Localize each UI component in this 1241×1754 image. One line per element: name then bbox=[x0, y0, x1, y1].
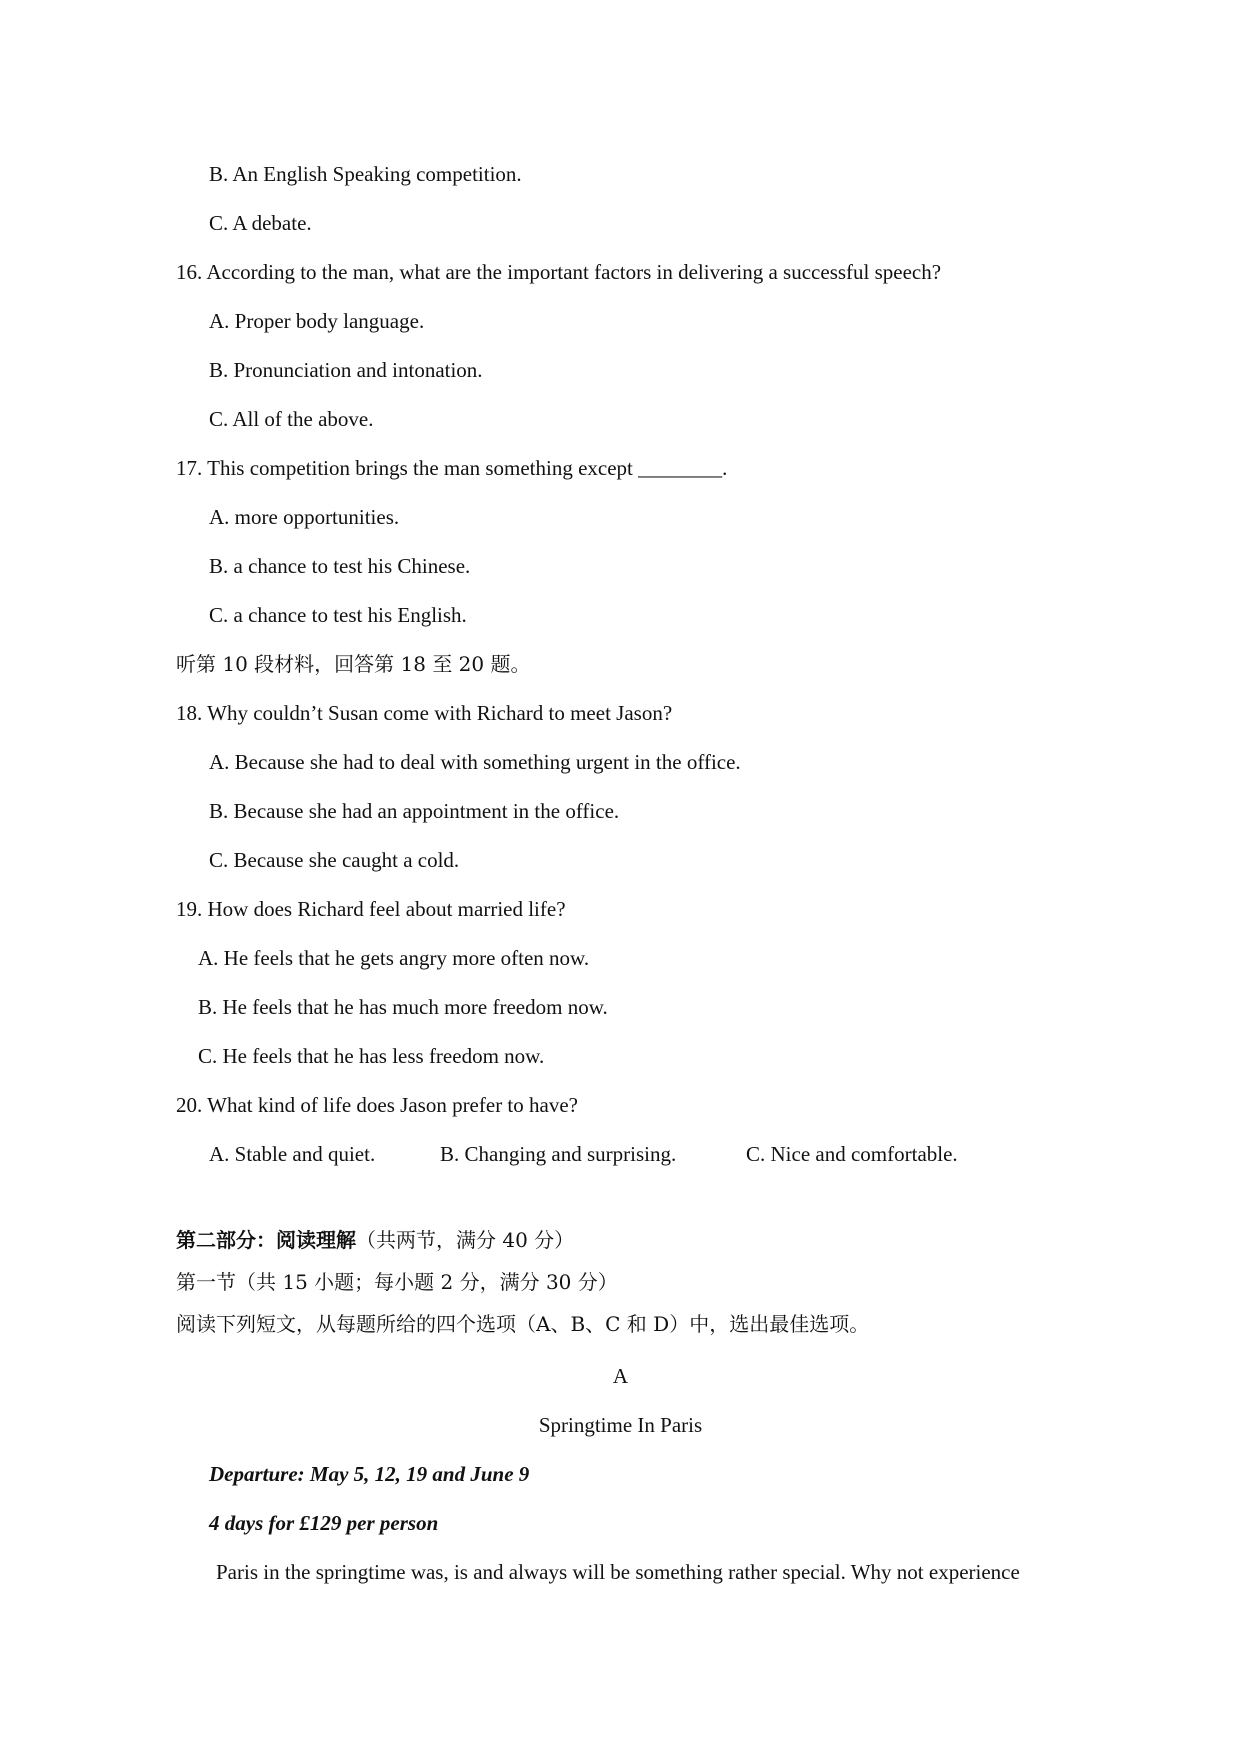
q19-option-a: A. He feels that he gets angry more often now. bbox=[198, 946, 590, 970]
q18-option-c: C. Because she caught a cold. bbox=[209, 848, 460, 872]
q16-option-a: A. Proper body language. bbox=[209, 309, 425, 333]
q16-option-c: C. All of the above. bbox=[209, 407, 374, 431]
q17-option-b: B. a chance to test his Chinese. bbox=[209, 554, 471, 578]
q20-option-b: B. Changing and surprising. bbox=[440, 1142, 677, 1166]
q20-stem: 20. What kind of life does Jason prefer to have? bbox=[176, 1093, 578, 1117]
q20-option-a: A. Stable and quiet. bbox=[209, 1142, 376, 1166]
part-two-heading bbox=[176, 1228, 574, 1252]
part-two-score: （共两节，满分 40 分） bbox=[356, 1228, 575, 1252]
instruction-passage-10: 听第 10 段材料，回答第 18 至 20 题。 bbox=[176, 652, 531, 676]
departure-dates: Departure: May 5, 12, 19 and June 9 bbox=[209, 1462, 530, 1486]
q17-stem: 17. This competition brings the man something except ________. bbox=[176, 456, 728, 480]
q19-stem: 19. How does Richard feel about married life? bbox=[176, 897, 566, 921]
q19-option-c: C. He feels that he has less freedom now. bbox=[198, 1044, 545, 1068]
q20-option-c: C. Nice and comfortable. bbox=[746, 1142, 958, 1166]
trip-price: 4 days for £129 per person bbox=[209, 1511, 439, 1535]
q19-option-b: B. He feels that he has much more freedom now. bbox=[198, 995, 608, 1019]
q18-stem: 18. Why couldn’t Susan come with Richard to meet Jason? bbox=[176, 701, 673, 725]
q18-option-b: B. Because she had an appointment in the office. bbox=[209, 799, 620, 823]
section-one-heading: 第一节（共 15 小题；每小题 2 分，满分 30 分） bbox=[176, 1270, 618, 1294]
q18-option-a: A. Because she had to deal with something urgent in the office. bbox=[209, 750, 741, 774]
passage-letter: A bbox=[612, 1364, 629, 1388]
q15-option-b: B. An English Speaking competition. bbox=[209, 162, 522, 186]
passage-title: Springtime In Paris bbox=[538, 1413, 703, 1437]
q17-option-c: C. a chance to test his English. bbox=[209, 603, 467, 627]
part-two-title: 第二部分：阅读理解 bbox=[176, 1228, 356, 1252]
q16-stem: 16. According to the man, what are the important factors in delivering a successful speech? bbox=[176, 260, 942, 284]
reading-instruction: 阅读下列短文，从每题所给的四个选项（A、B、C 和 D）中，选出最佳选项。 bbox=[176, 1312, 870, 1336]
q16-option-b: B. Pronunciation and intonation. bbox=[209, 358, 483, 382]
passage-body-line-1: Paris in the springtime was, is and always will be something rather special. Why not experience bbox=[216, 1560, 1020, 1584]
q17-option-a: A. more opportunities. bbox=[209, 505, 400, 529]
q15-option-c: C. A debate. bbox=[209, 211, 312, 235]
